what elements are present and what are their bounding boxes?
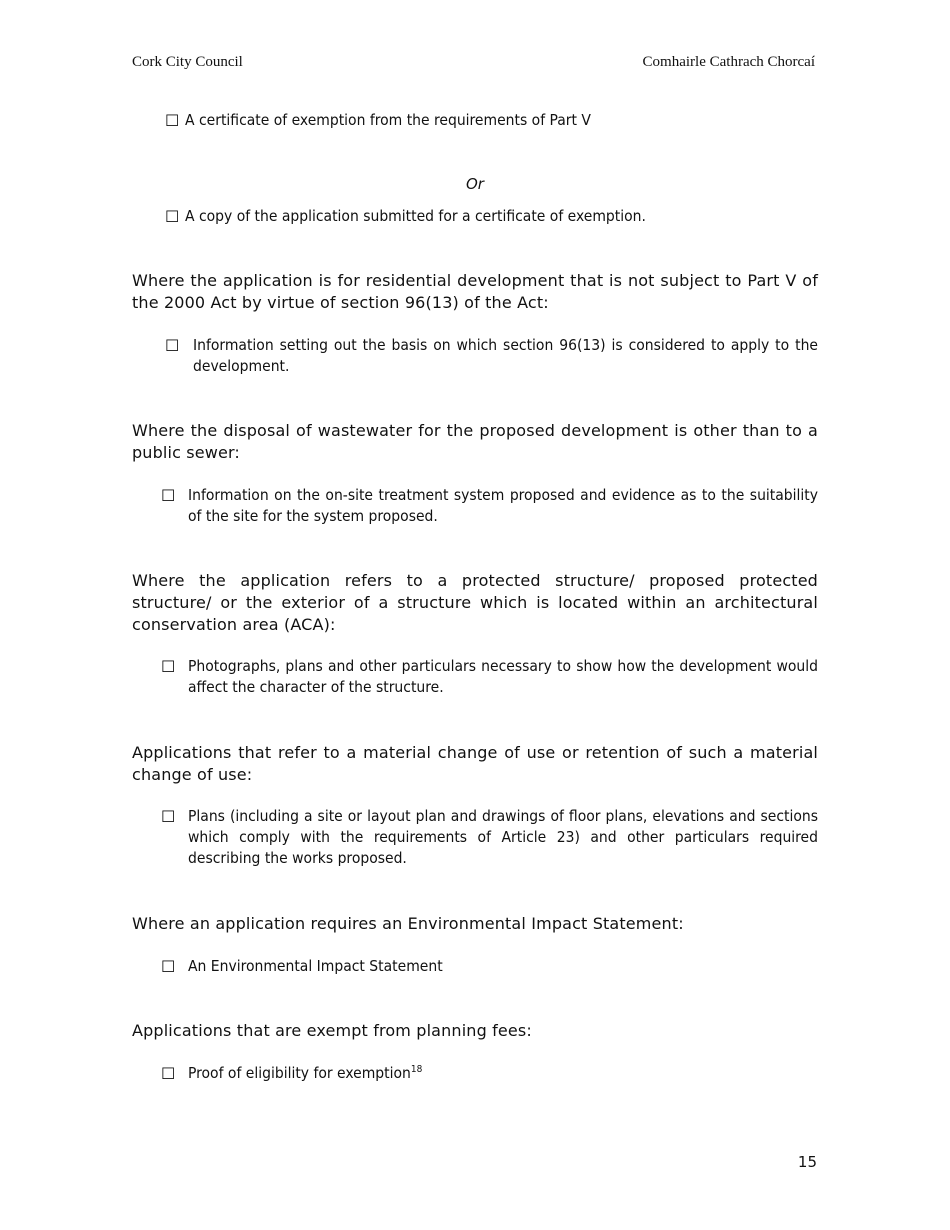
checkbox-eis[interactable]: ☐ xyxy=(161,957,176,976)
page-number: 15 xyxy=(797,1153,817,1171)
checkbox-copy-application[interactable]: ☐ xyxy=(165,207,180,226)
paragraph-material-change: Applications that refer to a material change of use or retention of such a material change of use: xyxy=(132,743,818,784)
item-eis: An Environmental Impact Statement xyxy=(188,957,443,975)
checkbox-cert-exemption[interactable]: ☐ xyxy=(165,111,180,130)
item-section-96: Information setting out the basis on which section 96(13) is considered to apply to the development. xyxy=(193,336,818,375)
checkbox-proof-eligibility[interactable]: ☐ xyxy=(161,1064,176,1083)
item-photographs: Photographs, plans and other particulars necessary to show how the development would affect the character of the structure. xyxy=(188,657,818,696)
paragraph-exempt-fees: Applications that are exempt from planning fees: xyxy=(132,1021,532,1040)
header-council-name: Cork City Council xyxy=(132,54,243,70)
paragraph-residential: Where the application is for residential development that is not subject to Part V of the 2000 Act by virtue of section 96(13) of the Act: xyxy=(132,271,818,312)
paragraph-wastewater: Where the disposal of wastewater for the proposed development is other than to a public sewer: xyxy=(132,421,818,462)
item-copy-application: A copy of the application submitted for a certificate of exemption. xyxy=(185,207,646,225)
checkbox-section-96[interactable]: ☐ xyxy=(165,336,180,355)
or-separator: Or xyxy=(466,175,484,193)
paragraph-protected-structure: Where the application refers to a protected structure/ proposed protected structure/ or the exterior of a structure which is located within an architectural conservation area (ACA): xyxy=(132,571,818,634)
footnote-reference[interactable]: 18 xyxy=(410,1063,423,1075)
item-proof-eligibility xyxy=(188,1063,818,1084)
item-cert-exemption: A certificate of exemption from the requirements of Part V xyxy=(185,111,591,129)
paragraph-eis-required: Where an application requires an Environmental Impact Statement: xyxy=(132,914,684,933)
checkbox-onsite-treatment[interactable]: ☐ xyxy=(161,486,176,505)
item-proof-eligibility-text: Proof of eligibility for exemption xyxy=(188,1064,411,1082)
header-council-name-irish: Comhairle Cathrach Chorcaí xyxy=(642,54,815,70)
item-onsite-treatment: Information on the on-site treatment system proposed and evidence as to the suitability of the site for the system proposed. xyxy=(188,486,818,525)
checkbox-plans-article23[interactable]: ☐ xyxy=(161,807,176,826)
checkbox-photographs[interactable]: ☐ xyxy=(161,657,176,676)
item-plans-article23: Plans (including a site or layout plan and drawings of floor plans, elevations and sections which comply with the requirements of Article 23) and other particulars required describing the works proposed. xyxy=(188,807,818,867)
